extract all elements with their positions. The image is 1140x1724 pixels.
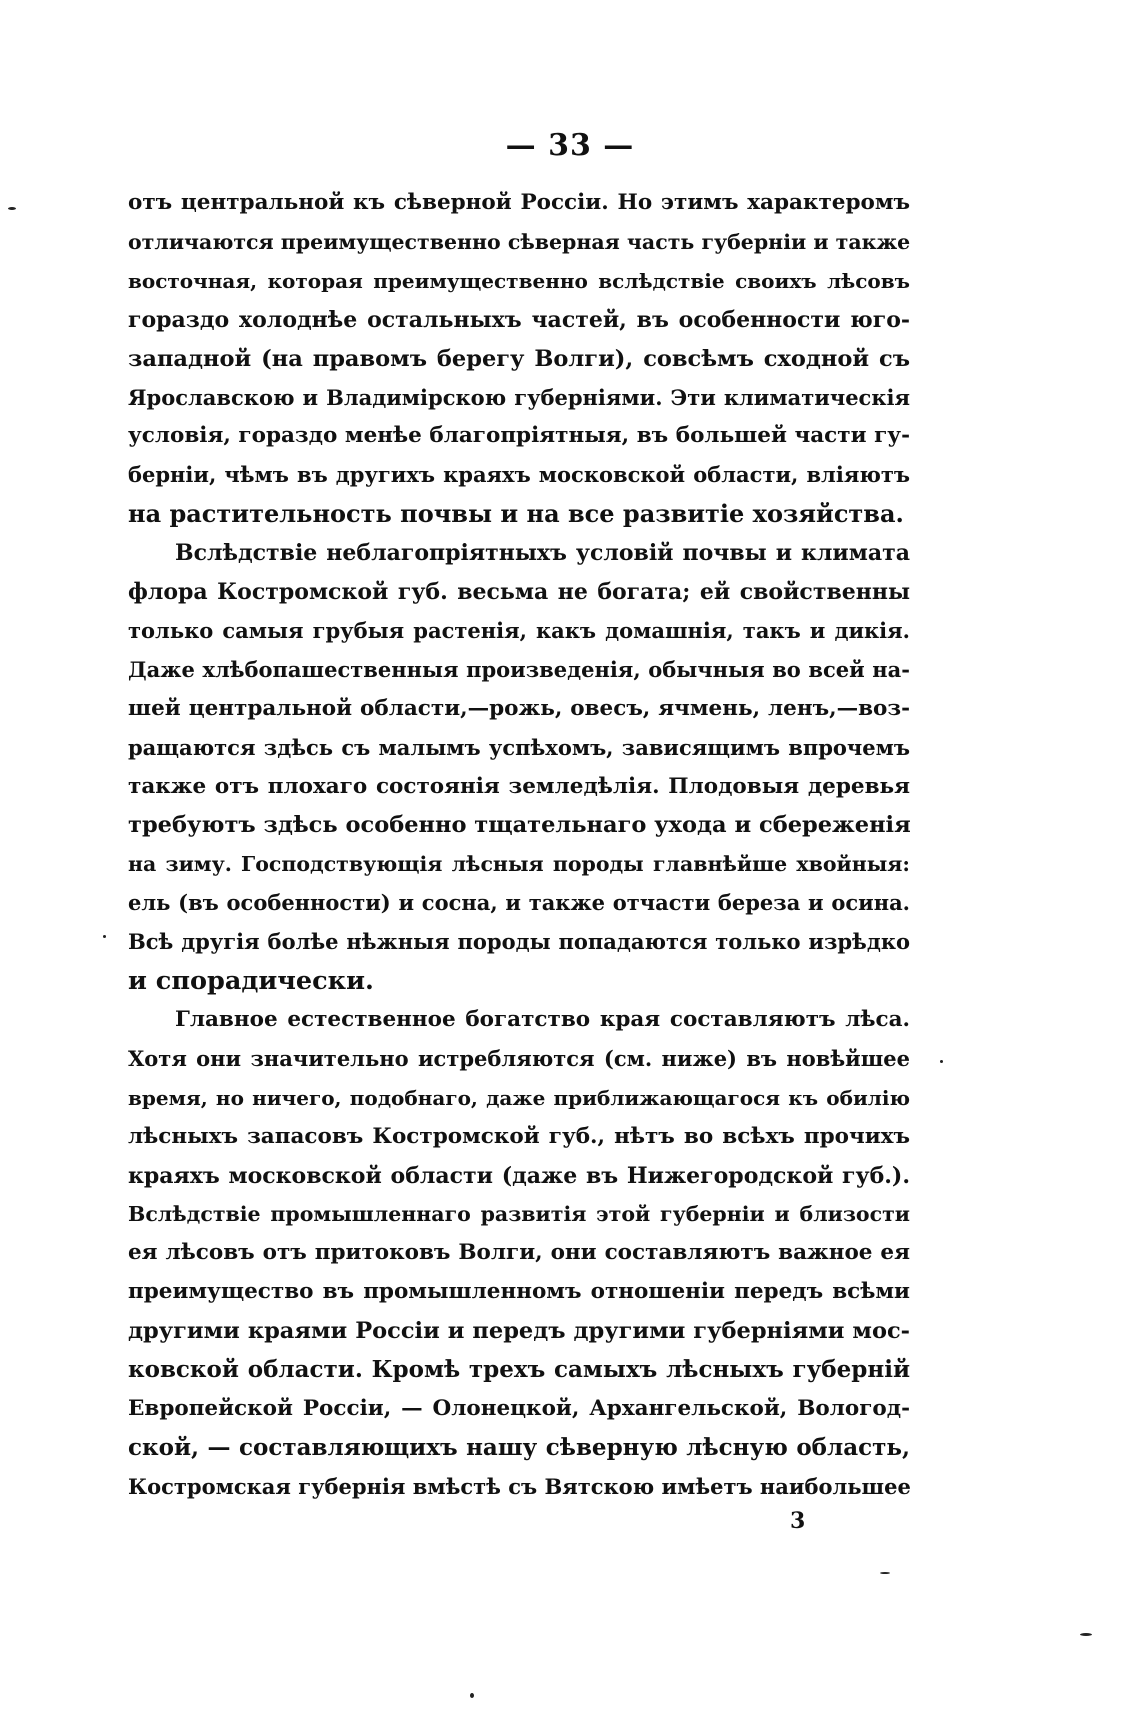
- text-line: время, но ничего, подобнаго, даже приближающагося къ обилію: [128, 1085, 910, 1110]
- margin-speck: [8, 207, 16, 210]
- text-line: восточная, которая преимущественно вслѣдствіе своихъ лѣсовъ: [128, 268, 910, 293]
- text-line: Главное естественное богатство края составляютъ лѣса.: [175, 1006, 910, 1032]
- text-line: условія, гораздо менѣе благопріятныя, въ большей части гу-: [128, 423, 910, 449]
- text-line: на зиму. Господствующія лѣсныя породы главнѣйше хвойныя:: [128, 852, 910, 877]
- page-number: — 33 —: [505, 128, 635, 163]
- text-line: отъ центральной къ сѣверной Россіи. Но этимъ характеромъ: [128, 190, 910, 215]
- margin-speck: [103, 935, 106, 938]
- margin-speck: [1080, 1633, 1092, 1636]
- text-line: на растительность почвы и на все развитіе хозяйства.: [128, 499, 904, 529]
- text-line: Ярославскою и Владимірскою губерніями. Эти климатическія: [128, 384, 910, 410]
- margin-speck: [940, 1060, 943, 1063]
- text-line: гораздо холоднѣе остальныхъ частей, въ особенности юго-: [128, 306, 910, 333]
- text-line: другими краями Россіи и передъ другими губерніями мос-: [128, 1318, 910, 1345]
- signature-mark: 3: [790, 1508, 806, 1534]
- text-line: ращаются здѣсь съ малымъ успѣхомъ, зависящимъ впрочемъ: [128, 734, 910, 760]
- text-line: Хотя они значительно истребляются (см. ниже) въ новѣйшее: [128, 1045, 910, 1071]
- text-line: только самыя грубыя растенія, какъ домашнія, такъ и дикія.: [128, 617, 910, 643]
- text-line: шей центральной области,—рожь, овесъ, ячмень, ленъ,—воз-: [128, 695, 910, 721]
- text-line: Даже хлѣбопашественныя произведенія, обычныя во всей на-: [128, 656, 910, 682]
- text-line: преимущество въ промышленномъ отношеніи передъ всѣми: [128, 1279, 910, 1305]
- text-line: ковской области. Кромѣ трехъ самыхъ лѣсныхъ губерній: [128, 1356, 910, 1383]
- text-line: флора Костромской губ. весьма не богата; ей свойственны: [128, 579, 910, 605]
- text-line: краяхъ московской области (даже въ Нижегородской губ.).: [128, 1162, 910, 1189]
- margin-speck: [880, 1572, 890, 1574]
- text-line: также отъ плохаго состоянія земледѣлія. Плодовыя деревья: [128, 773, 910, 799]
- text-line: берніи, чѣмъ въ другихъ краяхъ московской области, вліяютъ: [128, 462, 910, 488]
- text-line: западной (на правомъ берегу Волги), совсѣмъ сходной съ: [128, 345, 910, 372]
- text-line: Вслѣдствіе промышленнаго развитія этой губерніи и близости: [128, 1202, 910, 1227]
- text-line: требуютъ здѣсь особенно тщательнаго ухода и сбереженія: [128, 812, 911, 839]
- text-line: отличаются преимущественно сѣверная часть губерніи и также: [128, 229, 911, 254]
- text-line: Вслѣдствіе неблагопріятныхъ условій почвы и климата: [175, 540, 910, 567]
- text-line: Европейской Россіи, — Олонецкой, Архангельской, Вологод-: [128, 1395, 910, 1421]
- text-line: ель (въ особенности) и сосна, и также отчасти береза и осина.: [128, 890, 910, 916]
- text-line: лѣсныхъ запасовъ Костромской губ., нѣтъ во всѣхъ прочихъ: [128, 1123, 910, 1149]
- text-line: Костромская губернія вмѣстѣ съ Вятскою имѣетъ наибольшее: [128, 1473, 911, 1499]
- margin-speck: [470, 1693, 474, 1698]
- text-line: ея лѣсовъ отъ притоковъ Волги, они составляютъ важное ея: [128, 1240, 910, 1266]
- text-line: ской, — составляющихъ нашу сѣверную лѣсную область,: [128, 1433, 910, 1461]
- text-line: Всѣ другія болѣе нѣжныя породы попадаются только изрѣдко: [128, 929, 910, 955]
- text-line: и спорадически.: [128, 966, 374, 996]
